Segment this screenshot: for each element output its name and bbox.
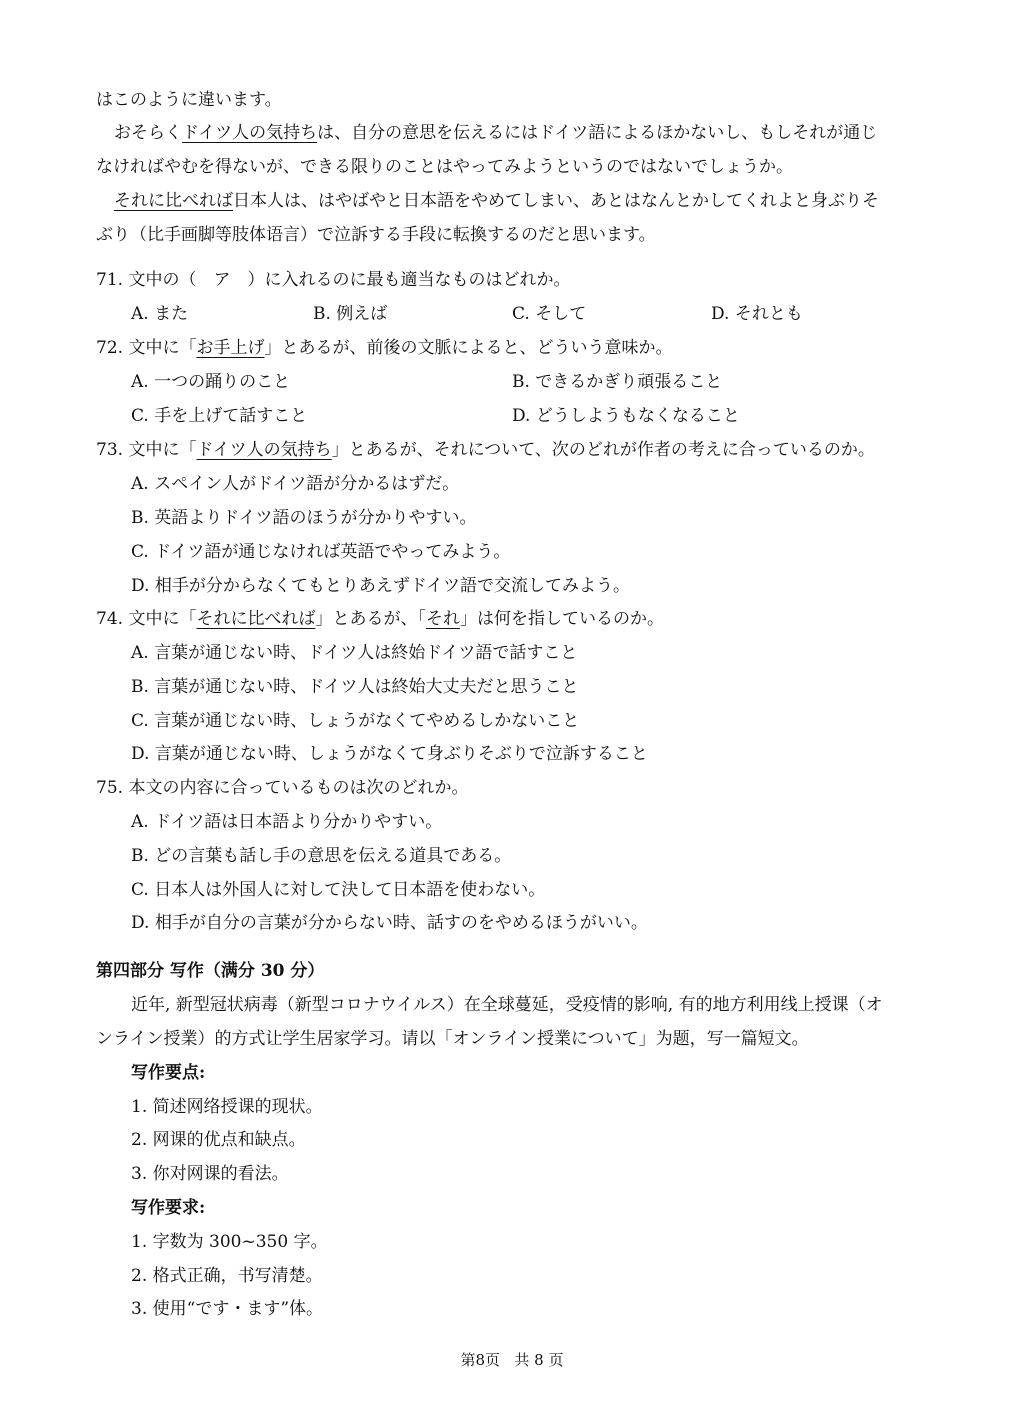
option-74-d: D. 言葉が通じない時、しょうがなくて身ぶりそぶりで泣訴すること <box>131 744 648 764</box>
text: 」とあるが、「 <box>315 609 426 629</box>
underlined-phrase: お手上げ <box>196 338 265 358</box>
requirement-item: 2. 格式正确，书写清楚。 <box>131 1266 323 1286</box>
text: 72. 文中に「 <box>96 338 197 358</box>
writing-intro-line: ンライン授業）的方式让学生居家学习。请以「オンライン授業について」为题，写一篇短文。 <box>96 1029 809 1049</box>
page-total: 共 8 页 <box>514 1351 564 1369</box>
option-75-d: D. 相手が自分の言葉が分からない時、話すのをやめるほうがいい。 <box>131 913 648 933</box>
option-73-b: B. 英語よりドイツ語のほうが分かりやすい。 <box>131 508 477 528</box>
option-71-a: A. また <box>131 304 189 324</box>
point-item: 1. 简述网络授课的现状。 <box>131 1097 323 1117</box>
requirement-item: 3. 使用“です・ます”体。 <box>131 1299 324 1319</box>
section-heading: 第四部分 写作（满分 30 分） <box>96 961 325 981</box>
passage-line: なければやむを得ないが、できる限りのことはやってみようというのではないでしょうか。 <box>96 157 793 177</box>
question-75-stem: 75. 本文の内容に合っているものは次のどれか。 <box>96 778 469 798</box>
text: 74. 文中に「 <box>96 609 197 629</box>
text: おそらく <box>114 123 182 143</box>
question-72-stem <box>96 337 672 359</box>
option-73-d: D. 相手が分からなくてもとりあえずドイツ語で交流してみよう。 <box>131 576 630 596</box>
option-71-d: D. それとも <box>711 304 803 324</box>
text: は、自分の意思を伝えるにはドイツ語によるほかないし、もしそれが通じ <box>317 123 878 143</box>
requirements-title: 写作要求: <box>131 1198 206 1218</box>
option-71-b: B. 例えば <box>313 304 388 324</box>
underlined-phrase: ドイツ人の気持ち <box>182 123 318 143</box>
points-title: 写作要点: <box>131 1063 206 1083</box>
option-74-a: A. 言葉が通じない時、ドイツ人は終始ドイツ語で話すこと <box>131 643 578 663</box>
point-item: 3. 你对网课的看法。 <box>131 1164 289 1184</box>
text: 73. 文中に「 <box>96 440 197 460</box>
passage-line <box>114 190 879 212</box>
option-72-d: D. どうしようもなくなること <box>512 406 740 426</box>
option-73-c: C. ドイツ語が通じなければ英語でやってみよう。 <box>131 542 511 562</box>
requirement-item: 1. 字数为 300~350 字。 <box>131 1232 328 1252</box>
text: 日本人は、はやばやと日本語をやめてしまい、あとはなんとかしてくれよと身ぶりそ <box>233 191 879 211</box>
point-item: 2. 网课的优点和缺点。 <box>131 1130 306 1150</box>
option-75-b: B. どの言葉も話し手の意思を伝える道具である。 <box>131 846 512 866</box>
passage-line <box>114 122 877 144</box>
underlined-phrase: ドイツ人の気持ち <box>196 440 332 460</box>
question-71-stem: 71. 文中の（ ア ）に入れるのに最も適当なものはどれか。 <box>96 270 571 290</box>
option-72-b: B. できるかぎり頑張ること <box>512 372 723 392</box>
option-75-a: A. ドイツ語は日本語より分かりやすい。 <box>131 812 443 832</box>
passage-line: はこのように違います。 <box>96 90 282 110</box>
passage-line: ぶり（比手画脚等肢体语言）で泣訴する手段に転換するのだと思います。 <box>96 225 656 245</box>
page-footer <box>0 1349 1024 1370</box>
option-72-a: A. 一つの踊りのこと <box>131 372 291 392</box>
text: 」とあるが、前後の文脈によると、どういう意味か。 <box>264 338 673 358</box>
text: 」とあるが、それについて、次のどれが作者の考えに合っているのか。 <box>331 440 875 460</box>
option-71-c: C. そして <box>512 304 587 324</box>
question-73-stem <box>96 439 875 461</box>
question-74-stem <box>96 608 664 630</box>
text: 」は何を指しているのか。 <box>459 609 664 629</box>
option-73-a: A. スペイン人がドイツ語が分かるはずだ。 <box>131 474 460 494</box>
underlined-phrase: それ <box>425 609 460 629</box>
option-72-c: C. 手を上げて話すこと <box>131 406 308 426</box>
underlined-phrase: それに比べれば <box>114 191 233 211</box>
page-number: 第8页 <box>460 1351 501 1369</box>
option-75-c: C. 日本人は外国人に対して決して日本語を使わない。 <box>131 880 546 900</box>
option-74-c: C. 言葉が通じない時、しょうがなくてやめるしかないこと <box>131 711 580 731</box>
option-74-b: B. 言葉が通じない時、ドイツ人は終始大丈夫だと思うこと <box>131 677 579 697</box>
underlined-phrase: それに比べれば <box>196 609 316 629</box>
writing-intro-line: 近年, 新型冠状病毒（新型コロナウイルス）在全球蔓延，受疫情的影响, 有的地方利用线上授课（オ <box>131 995 883 1015</box>
